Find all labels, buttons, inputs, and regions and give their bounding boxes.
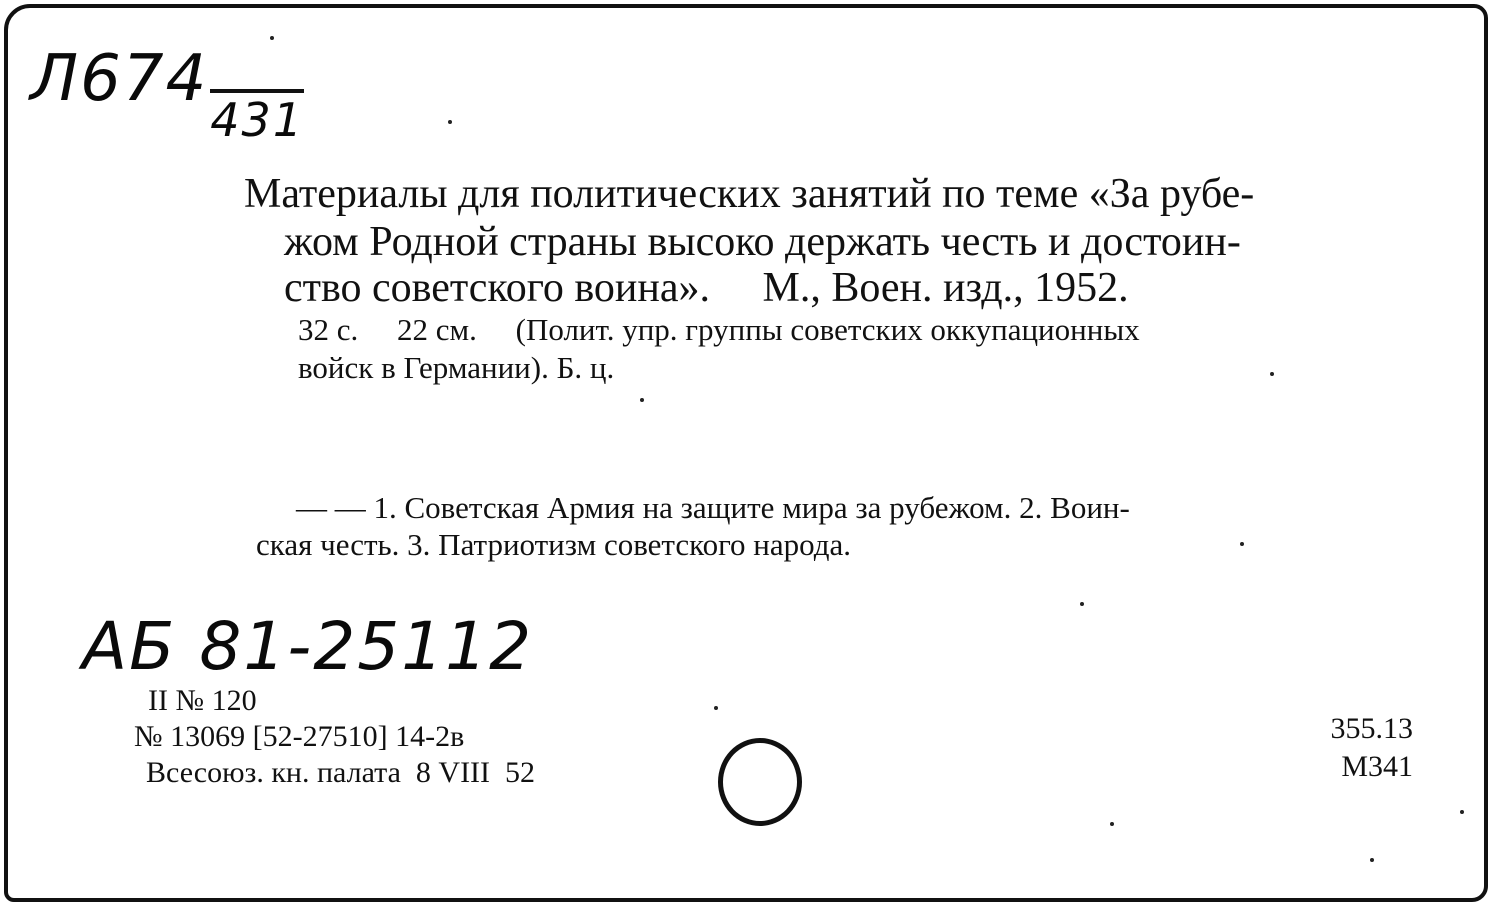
handwritten-code-middle: АБ 81-25112 xyxy=(82,608,534,685)
speck xyxy=(1110,822,1114,826)
speck xyxy=(270,36,274,40)
speck xyxy=(1370,858,1374,862)
handwritten-code-sub: 431 xyxy=(210,89,304,147)
speck xyxy=(1080,602,1084,606)
circle-stamp xyxy=(718,738,802,826)
speck xyxy=(1270,372,1274,376)
imprint-line-3: Всесоюз. кн. палата 8 VIII 52 xyxy=(146,756,536,789)
speck xyxy=(1460,810,1464,814)
handwritten-code-top xyxy=(30,42,305,147)
handwritten-code-main: Л674 xyxy=(30,42,209,116)
imprint-line-2: № 13069 [52-27510] 14-2в xyxy=(134,720,465,753)
description-line-2: войск в Германии). Б. ц. xyxy=(298,350,615,385)
speck xyxy=(1240,542,1244,546)
speck xyxy=(714,706,718,710)
imprint-line-1: II № 120 xyxy=(148,684,257,717)
title-line-1: Материалы для политических занятий по теме «За рубе- xyxy=(244,171,1255,217)
speck xyxy=(448,120,452,124)
description-line-1: 32 с. 22 см. (Полит. упр. группы советских оккупационных xyxy=(298,312,1140,347)
title-line-2: жом Родной страны высоко держать честь и достоин- xyxy=(284,219,1241,265)
classification-code-2: М341 xyxy=(1341,750,1413,783)
title-line-3: ство советского воина». М., Воен. изд., 1952. xyxy=(284,265,1129,311)
classification-code-1: 355.13 xyxy=(1330,712,1413,745)
subjects-line-1: — — 1. Советская Армия на защите мира за рубежом. 2. Воин- xyxy=(296,490,1130,525)
subjects-line-2: ская честь. 3. Патриотизм советского народа. xyxy=(256,527,852,562)
speck xyxy=(640,398,644,402)
